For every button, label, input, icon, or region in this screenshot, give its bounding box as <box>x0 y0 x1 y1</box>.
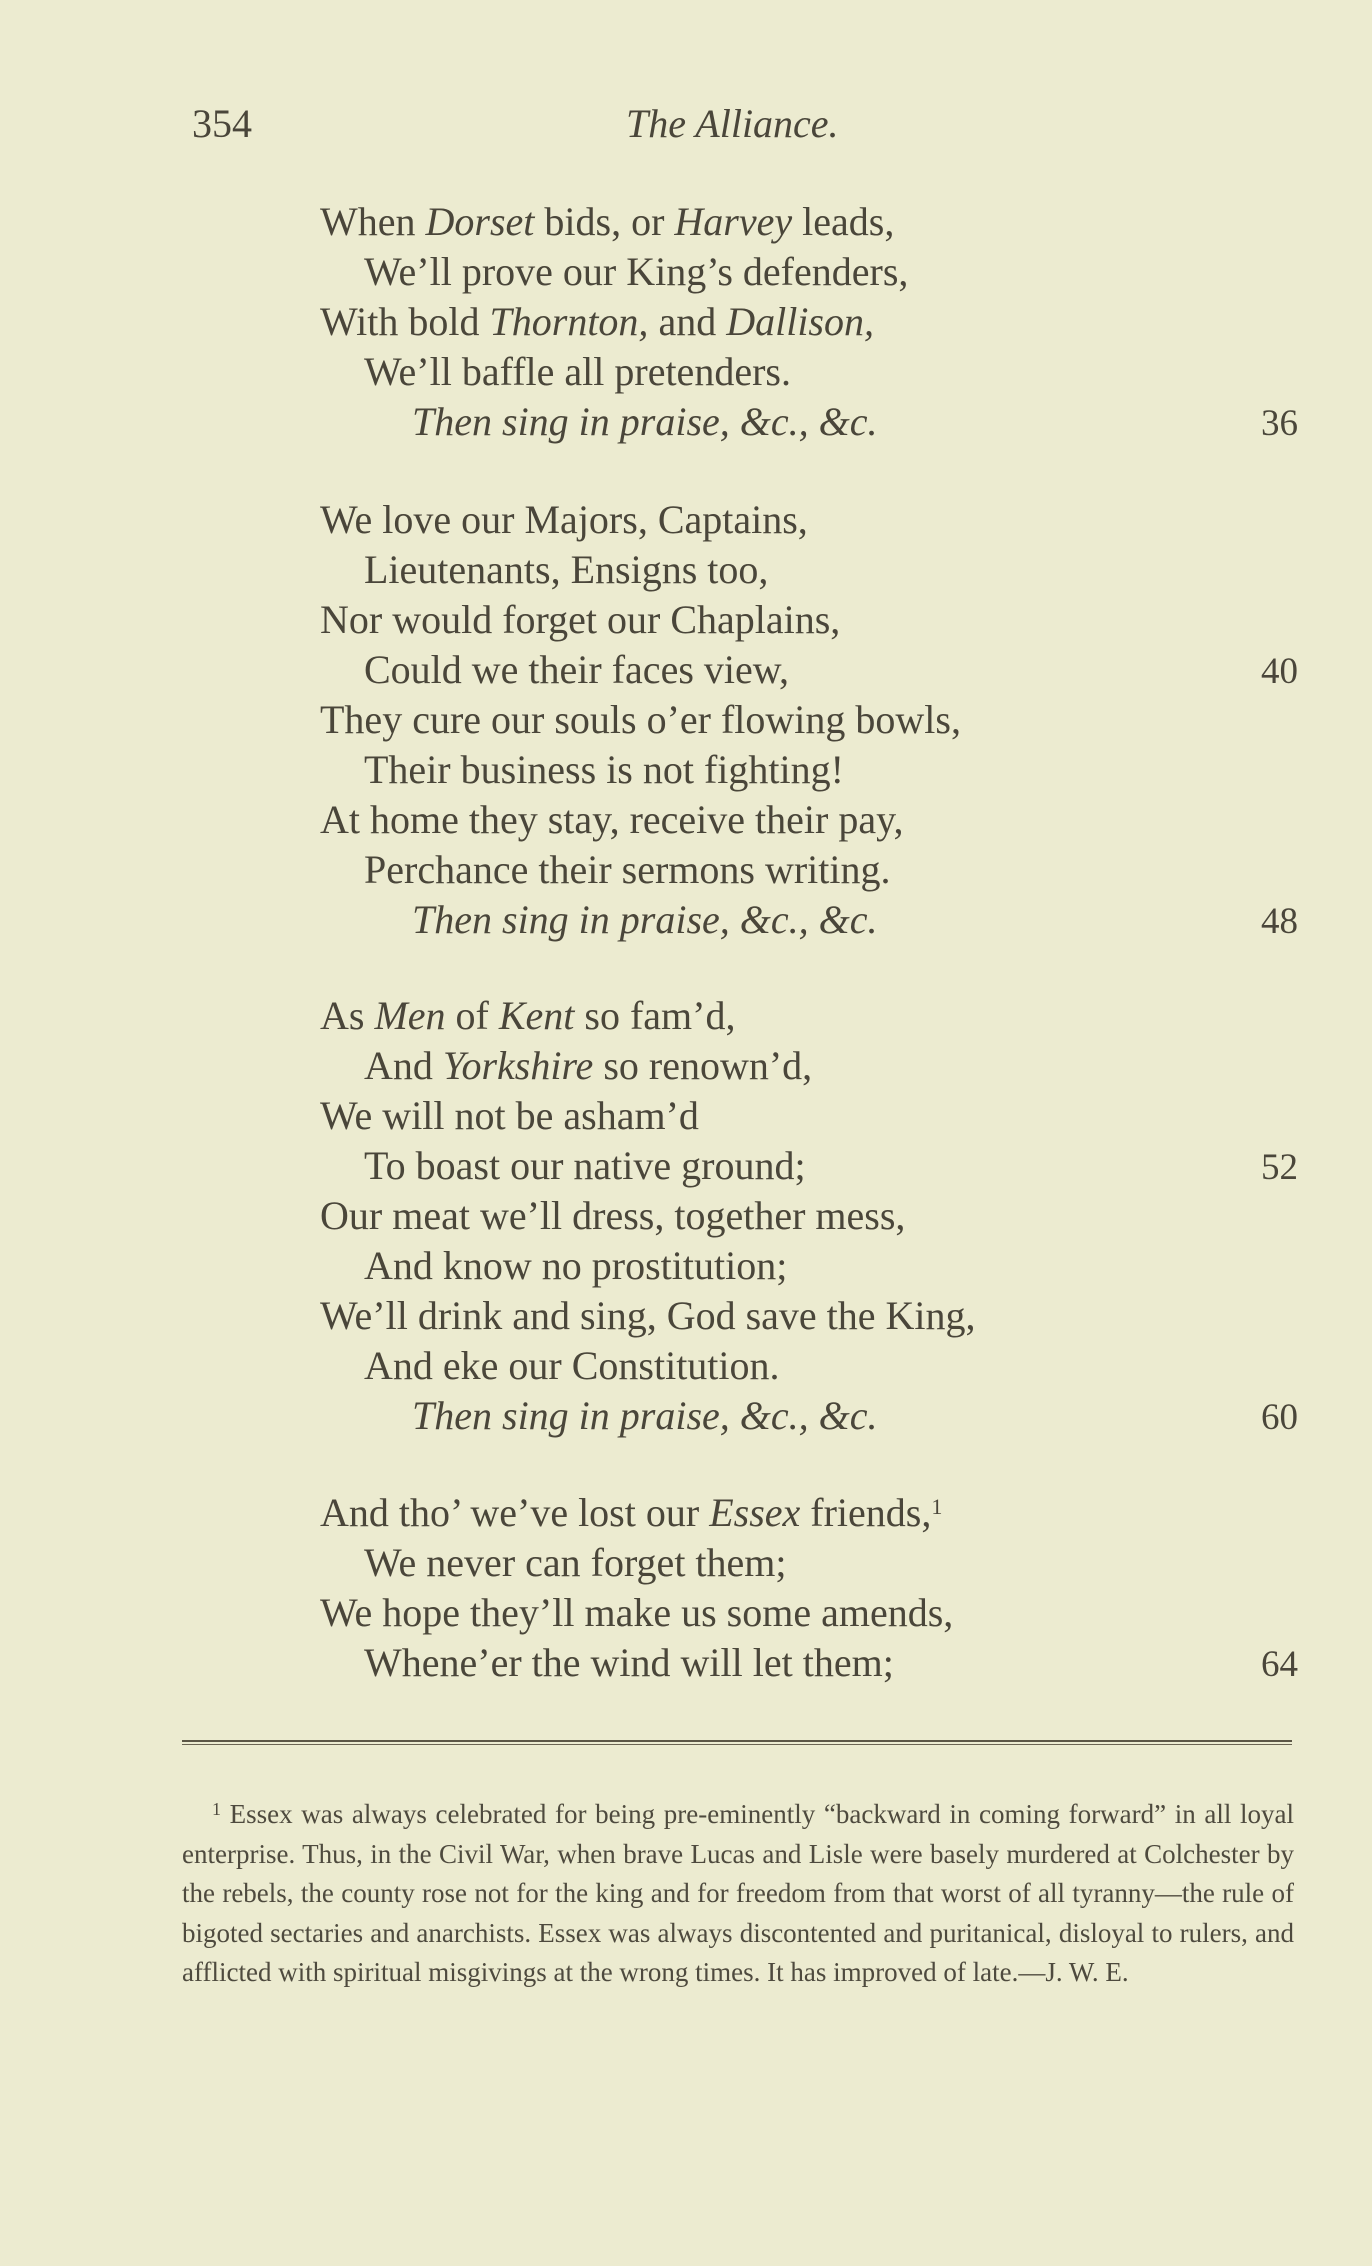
footnote-paragraph <box>182 1790 1294 1993</box>
verse-line <box>320 1490 943 1535</box>
line-number: 60 <box>1261 1397 1298 1438</box>
footnote-text: Essex was always celebrated for being pre-eminently “backward in coming forward” in all loyal enterprise. Thus, in the Civil War, when brave Lucas and Lisle were basely murdered at Colchester by the rebels, the county rose not for the king and for freedom from that worst of all tyranny—the rule of bigoted sectaries and anarchists. Essex was always discontented and puritanical, disloyal to rulers, and afflicted with spiritual misgivings at the wrong times. It has improved of late.—J. W. E. <box>182 1799 1295 1987</box>
verse-line <box>364 1243 788 1288</box>
text-run: And tho’ we’ve lost our <box>320 1490 710 1535</box>
verse-line <box>320 797 904 842</box>
text-run: At home they stay, receive their pay, <box>320 797 904 842</box>
verse-line <box>364 1343 780 1388</box>
italic-text: Dallison, <box>726 299 874 344</box>
verse-line <box>412 1393 878 1438</box>
page-header <box>0 100 1372 160</box>
text-run: Lieutenants, Ensigns too, <box>364 547 769 592</box>
text-run: Whene’er the wind will let them; <box>364 1640 894 1685</box>
verse-line <box>320 1193 906 1238</box>
verse-line <box>320 697 961 742</box>
italic-text: Men <box>374 993 446 1038</box>
verse-line <box>320 199 895 244</box>
italic-text: Kent <box>498 993 575 1038</box>
italic-text: Then sing in praise, &c., &c. <box>412 897 878 942</box>
verse-line <box>364 1143 806 1188</box>
text-run: We love our Majors, Captains, <box>320 497 808 542</box>
italic-text: Essex <box>709 1490 801 1535</box>
text-run: Perchance their sermons writing. <box>364 847 891 892</box>
italic-text: Harvey <box>674 199 793 244</box>
verse-line <box>364 1043 813 1088</box>
text-run: leads, <box>792 199 895 244</box>
italic-text: Dorset <box>425 199 535 244</box>
text-run: And know no prostitution; <box>364 1243 788 1288</box>
text-run: Their business is not fighting! <box>364 747 844 792</box>
text-run: We will not be asham’d <box>320 1093 699 1138</box>
text-run: so renown’d, <box>593 1043 813 1088</box>
text-run: so fam’d, <box>574 993 736 1038</box>
text-run: And <box>364 1043 443 1088</box>
text-run: Could we their faces view, <box>364 647 790 692</box>
verse-line <box>364 1540 787 1585</box>
footnote-ref: 1 <box>931 1494 943 1519</box>
text-run: Our meat we’ll dress, together mess, <box>320 1193 906 1238</box>
text-run: We’ll baffle all pretenders. <box>364 349 791 394</box>
text-run: When <box>320 199 426 244</box>
running-title: The Alliance. <box>626 101 839 146</box>
verse-line <box>364 647 790 692</box>
verse-line <box>364 349 791 394</box>
footnote <box>182 1790 1294 1993</box>
text-run: bids, or <box>534 199 675 244</box>
verse-line <box>320 497 808 542</box>
verse-line <box>412 897 878 942</box>
italic-text: Then sing in praise, &c., &c. <box>412 1393 878 1438</box>
verse-line <box>412 399 878 444</box>
verse-line <box>320 1293 976 1338</box>
verse-line <box>320 299 874 344</box>
text-run: To boast our native ground; <box>364 1143 806 1188</box>
text-run: With bold <box>320 299 490 344</box>
verse-line <box>320 1093 699 1138</box>
footnote-rule <box>182 1740 1292 1742</box>
italic-text: Thornton, <box>489 299 649 344</box>
verse-line <box>364 1640 894 1685</box>
text-run: We’ll prove our King’s defenders, <box>364 249 909 294</box>
italic-text: Then sing in praise, &c., &c. <box>412 399 878 444</box>
text-run: They cure our souls o’er flowing bowls, <box>320 697 961 742</box>
text-run: We hope they’ll make us some amends, <box>320 1590 954 1635</box>
text-run: We never can forget them; <box>364 1540 787 1585</box>
text-run: friends, <box>800 1490 932 1535</box>
verse-line <box>364 747 844 792</box>
text-run: of <box>445 993 499 1038</box>
footnote-rule-thin <box>182 1744 1292 1745</box>
text-run: We’ll drink and sing, God save the King, <box>320 1293 976 1338</box>
verse-line <box>320 597 841 642</box>
verse-line <box>320 1590 954 1635</box>
verse-line <box>364 249 909 294</box>
text-run: and <box>648 299 727 344</box>
verse-line <box>320 993 736 1038</box>
page-number: 354 <box>192 101 252 146</box>
line-number: 52 <box>1261 1147 1298 1188</box>
line-number: 36 <box>1261 403 1298 444</box>
verse-line <box>364 847 891 892</box>
footnote-marker: 1 <box>212 1799 221 1819</box>
italic-text: Yorkshire <box>442 1043 594 1088</box>
verse-line <box>364 547 769 592</box>
text-run: And eke our Constitution. <box>364 1343 780 1388</box>
line-number: 40 <box>1261 651 1298 692</box>
text-run: As <box>320 993 375 1038</box>
line-number: 64 <box>1261 1644 1298 1685</box>
text-run: Nor would forget our Chaplains, <box>320 597 841 642</box>
line-number: 48 <box>1261 901 1298 942</box>
